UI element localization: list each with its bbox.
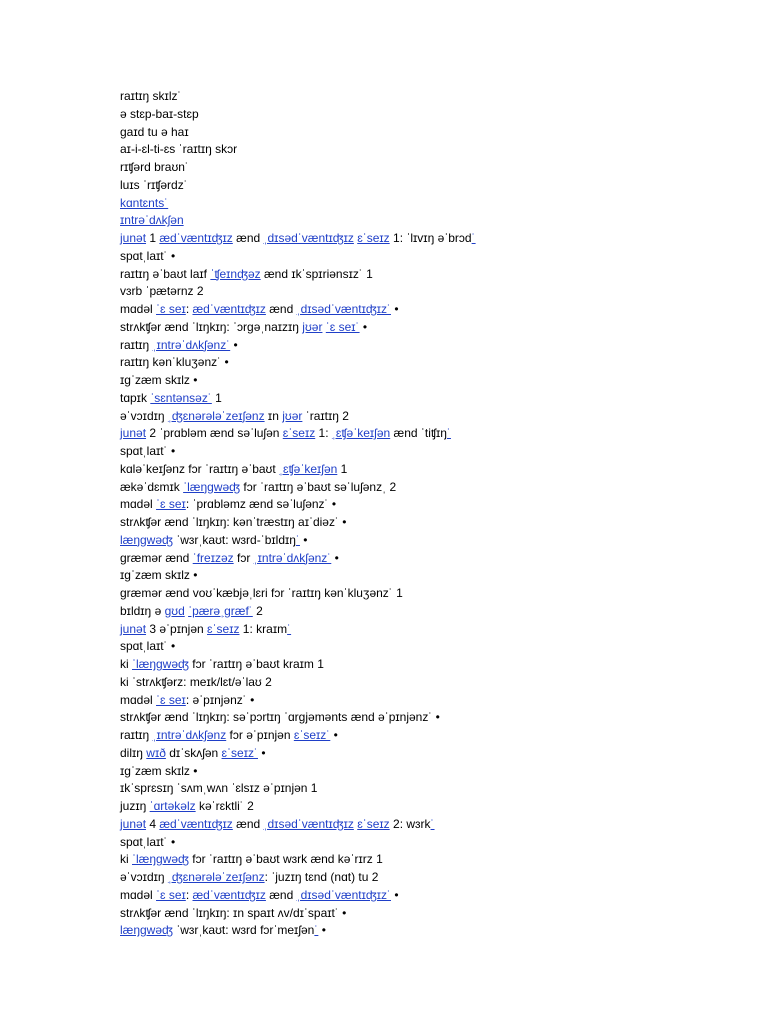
link[interactable]: junət xyxy=(120,426,147,441)
text-segment: kɑləˈkeɪʃənz fɔr ˈraɪtɪŋ əˈbaʊt xyxy=(120,461,280,476)
text-line xyxy=(120,141,720,159)
text-segment: aɪ-i-ɛl-ti-ɛs ˈraɪtɪŋ skɔr xyxy=(120,142,238,157)
text-segment: 1 xyxy=(211,390,222,405)
text-segment: 2: wɜrk xyxy=(389,816,431,831)
text-segment: ə stɛp-baɪ-stɛp xyxy=(120,106,199,121)
link[interactable]: ɛˈseɪz˙ xyxy=(221,745,258,760)
text-segment: mɑdəl xyxy=(120,692,157,707)
text-segment: græmər ænd xyxy=(120,550,193,565)
text-segment: əˈvɔɪdɪŋ xyxy=(120,870,168,884)
text-line xyxy=(120,283,720,301)
text-line xyxy=(120,88,720,106)
link[interactable]: ˈɛ seɪ xyxy=(156,887,186,902)
link[interactable]: læŋgwəʤ xyxy=(120,532,173,547)
text-segment: ɪgˈzæm skɪlz • xyxy=(120,568,198,583)
text-segment: raɪtɪŋ xyxy=(120,728,153,742)
text-segment: ænd xyxy=(232,816,264,831)
text-line xyxy=(120,834,720,852)
text-line xyxy=(120,727,720,745)
text-segment: mɑdəl xyxy=(120,302,157,316)
text-line xyxy=(120,496,720,514)
link[interactable]: ˌʤɛnərələˈzeɪʃənz xyxy=(167,408,265,423)
text-segment: dilɪŋ xyxy=(120,745,147,760)
text-segment: ɪgˈzæm skɪlz • xyxy=(120,763,198,778)
text-segment: spɑtˌlaɪt˙ • xyxy=(120,248,176,263)
text-segment: strʌkʧər ænd ˈlɪŋkɪŋ: səˈpɔrtɪŋ ˈɑrgjəmənts ænd əˈpɪnjənz˙ • xyxy=(120,710,440,725)
text-line xyxy=(120,745,720,763)
text-segment: • xyxy=(391,302,399,316)
text-segment: • xyxy=(331,550,339,565)
link[interactable]: junət xyxy=(120,816,147,831)
link[interactable]: ˙ xyxy=(446,426,451,441)
link[interactable]: ædˈvæntɪʤɪz xyxy=(192,887,266,902)
text-segment: strʌkʧər ænd ˈlɪŋkɪŋ: ˈɔrgəˌnaɪzɪŋ xyxy=(120,319,303,334)
text-line xyxy=(120,851,720,869)
text-line xyxy=(120,159,720,177)
link[interactable]: ˈpærəˌgræf˙ xyxy=(188,603,253,618)
text-segment: spɑtˌlaɪt˙ • xyxy=(120,444,176,458)
link[interactable]: ˌɛʧəˈkeɪʃən xyxy=(331,426,391,441)
text-segment: : xyxy=(185,302,193,316)
link[interactable]: junət xyxy=(120,231,147,245)
text-segment: ˈraɪtɪŋ 2 xyxy=(302,408,349,423)
link[interactable]: læŋgwəʤ xyxy=(120,923,173,938)
text-segment: • xyxy=(318,923,326,938)
link[interactable]: ˙ xyxy=(430,816,435,831)
text-line xyxy=(120,532,720,550)
text-segment: strʌkʧər ænd ˈlɪŋkɪŋ: ɪn spaɪt ʌv/dɪˈspaɪt˙ • xyxy=(120,905,347,920)
text-line xyxy=(120,816,720,834)
text-line xyxy=(120,177,720,195)
text-line xyxy=(120,372,720,390)
text-line xyxy=(120,461,720,479)
text-segment: : ˈprɑbləmz ænd səˈluʃənz˙ • xyxy=(185,497,337,512)
text-segment: mɑdəl xyxy=(120,497,157,512)
text-segment: ænd xyxy=(265,887,297,902)
text-line xyxy=(120,869,720,887)
link[interactable]: ɛˈseɪz xyxy=(282,426,316,441)
text-line xyxy=(120,266,720,284)
text-line xyxy=(120,443,720,461)
text-segment: 2 ˈprɑbləm ænd səˈluʃən xyxy=(146,426,283,441)
text-segment: • xyxy=(359,319,368,334)
text-segment: bɪldɪŋ ə xyxy=(120,603,165,618)
text-segment: raɪtɪŋ əˈbaʊt laɪf xyxy=(120,266,211,281)
link[interactable]: ˙ xyxy=(287,621,292,636)
text-segment: raɪtɪŋ kənˈkluʒənz˙ • xyxy=(120,355,229,370)
text-segment: gaɪd tu ə haɪ xyxy=(120,124,189,139)
text-line xyxy=(120,124,720,142)
text-segment: tɑpɪk xyxy=(120,390,151,405)
link[interactable]: jʊər xyxy=(302,319,323,334)
text-segment: • xyxy=(330,728,338,742)
text-line xyxy=(120,390,720,408)
text-segment: juzɪŋ xyxy=(120,799,150,813)
text-line xyxy=(120,656,720,674)
link[interactable]: ˈɑrtəkəlz xyxy=(149,799,196,813)
text-line xyxy=(120,780,720,798)
text-line xyxy=(120,408,720,426)
link[interactable]: ˈlæŋgwəʤ xyxy=(132,657,189,671)
link[interactable]: ædˈvæntɪʤɪz xyxy=(159,231,233,245)
text-segment: ɪgˈzæm skɪlz • xyxy=(120,373,198,387)
text-segment: • xyxy=(299,532,308,547)
text-segment: fɔr xyxy=(233,550,254,565)
link[interactable]: ˙ xyxy=(295,532,300,547)
text-line xyxy=(120,603,720,621)
link[interactable]: ˌɪntrəˈdʌkʃənz˙ xyxy=(152,337,231,352)
link[interactable]: ˙ xyxy=(314,923,319,938)
text-segment: fɔr əˈpɪnjən xyxy=(226,728,294,742)
link[interactable]: ˈɛ seɪ xyxy=(156,692,186,707)
text-segment: ˈwɜrˌkaʊt: wɜrd fɔrˈmeɪʃən xyxy=(172,923,315,938)
text-line xyxy=(120,621,720,639)
text-line xyxy=(120,301,720,319)
link[interactable]: ˈlæŋgwəʤ xyxy=(132,852,189,867)
text-segment: : xyxy=(185,887,193,902)
text-segment: ki ˈstrʌkʧərz: meɪk/lɛt/əˈlaʊ 2 xyxy=(120,674,272,689)
link[interactable]: ˌdɪsədˈvæntɪʤɪz˙ xyxy=(296,302,391,316)
text-segment: raɪtɪŋ skɪlz˙ xyxy=(120,89,182,103)
text-segment: ænd ˈtiʧɪŋ xyxy=(390,426,447,441)
text-segment: 1: xyxy=(315,426,332,441)
link[interactable]: ˌɪntrəˈdʌkʃənz˙ xyxy=(253,550,332,565)
text-segment: 2 xyxy=(252,603,263,618)
link[interactable]: ˈɛ seɪ˙ xyxy=(325,319,360,334)
link[interactable]: ˈɛ seɪ xyxy=(156,302,186,316)
text-segment: vɜrb ˈpætərnz 2 xyxy=(120,284,204,299)
text-line xyxy=(120,106,720,124)
text-line xyxy=(120,514,720,532)
link[interactable]: ˈlæŋgwəʤ xyxy=(183,479,241,494)
text-segment: kəˈrɛktli˙ 2 xyxy=(195,799,254,813)
link[interactable]: ˌɛʧəˈkeɪʃən xyxy=(279,461,338,476)
link[interactable]: ˙ xyxy=(471,231,476,245)
text-line xyxy=(120,585,720,603)
text-line xyxy=(120,337,720,355)
text-line xyxy=(120,319,720,337)
text-segment: ˈwɜrˌkaʊt: wɜrd-ˈbɪldɪŋ xyxy=(172,532,296,547)
link[interactable]: ɛˈseɪz˙ xyxy=(293,728,331,742)
text-segment: 1 xyxy=(146,231,160,245)
text-segment: • xyxy=(391,887,399,902)
text-segment: 4 xyxy=(146,816,160,831)
link[interactable]: ˌdɪsədˈvæntɪʤɪz xyxy=(263,816,354,831)
link[interactable]: wɪð xyxy=(146,745,166,760)
text-line xyxy=(120,212,720,230)
text-segment: raɪtɪŋ xyxy=(120,337,153,352)
link[interactable]: ˌdɪsədˈvæntɪʤɪz xyxy=(263,231,354,245)
text-segment: ki xyxy=(120,852,132,867)
link[interactable]: gʊd xyxy=(164,603,185,618)
text-segment: mɑdəl xyxy=(120,887,157,902)
link[interactable]: ædˈvæntɪʤɪz xyxy=(159,816,233,831)
text-line xyxy=(120,798,720,816)
text-segment: græmər ænd voʊˈkæbjəˌlɛri fɔr ˈraɪtɪŋ kənˈkluʒənz˙ 1 xyxy=(120,586,403,600)
text-line xyxy=(120,674,720,692)
text-segment: fɔr ˈraɪtɪŋ əˈbaʊt wɜrk ænd kəˈrɪrz 1 xyxy=(188,852,383,867)
link[interactable]: ɛˈseɪz xyxy=(357,231,390,245)
link[interactable]: ˌʤɛnərələˈzeɪʃənz xyxy=(167,870,265,884)
link[interactable]: ˈsɛntənsəz˙ xyxy=(150,390,212,405)
text-segment: : ˈjuzɪŋ tɛnd (nɑt) tu 2 xyxy=(264,870,379,884)
text-segment: ænd ɪkˈspɪriənsɪz˙ 1 xyxy=(260,266,373,281)
text-line xyxy=(120,248,720,266)
link[interactable]: ɛˈseɪz xyxy=(207,621,240,636)
text-line xyxy=(120,425,720,443)
text-segment: fɔr ˈraɪtɪŋ əˈbaʊt kraɪm 1 xyxy=(188,657,324,671)
text-line xyxy=(120,638,720,656)
text-line xyxy=(120,905,720,923)
link[interactable]: ɛˈseɪz xyxy=(357,816,390,831)
link[interactable]: ɪntrəˈdʌkʃən xyxy=(120,213,184,228)
text-line xyxy=(120,887,720,905)
text-line xyxy=(120,354,720,372)
text-line xyxy=(120,567,720,585)
link[interactable]: ædˈvæntɪʤɪz xyxy=(192,302,266,316)
text-segment: ɪn xyxy=(264,408,283,423)
text-line xyxy=(120,195,720,213)
contents-text xyxy=(120,88,720,940)
text-segment: spɑtˌlaɪt˙ • xyxy=(120,639,176,654)
text-segment: : əˈpɪnjənz˙ • xyxy=(185,692,255,707)
text-segment: rɪʧərd braʊn˙ xyxy=(120,160,189,174)
link[interactable]: ˈfreɪzəz xyxy=(192,550,234,565)
text-segment: spɑtˌlaɪt˙ • xyxy=(120,834,176,849)
text-segment: əˈvɔɪdɪŋ xyxy=(120,408,168,423)
text-line xyxy=(120,230,720,248)
link[interactable]: jʊər xyxy=(282,408,303,423)
link[interactable]: ˈʧeɪnʤəz xyxy=(210,266,261,281)
text-segment: 1: kraɪm xyxy=(239,621,288,636)
text-segment: ki xyxy=(120,657,132,671)
link[interactable]: ˌɪntrəˈdʌkʃənz xyxy=(152,728,227,742)
link[interactable]: junət xyxy=(120,621,147,636)
text-segment: fɔr ˈraɪtɪŋ əˈbaʊt səˈluʃənzˌ 2 xyxy=(240,479,397,494)
text-segment: dɪˈskʌʃən xyxy=(165,745,222,760)
text-segment: strʌkʧər ænd ˈlɪŋkɪŋ: kənˈtræstɪŋ aɪˈdiəz˙ • xyxy=(120,515,347,529)
text-line xyxy=(120,709,720,727)
text-segment: • xyxy=(258,745,266,760)
text-segment: 3 əˈpɪnjən xyxy=(146,621,208,636)
text-segment: luɪs ˈrɪʧərdz˙ xyxy=(120,177,188,192)
text-segment: ɪkˈsprɛsɪŋ ˈsʌmˌwʌn ˈɛlsɪz əˈpɪnjən 1 xyxy=(120,781,318,796)
text-segment: • xyxy=(230,337,238,352)
text-line xyxy=(120,692,720,710)
text-line xyxy=(120,922,720,940)
text-line xyxy=(120,479,720,497)
text-segment: ænd xyxy=(232,231,264,245)
link[interactable]: ˌdɪsədˈvæntɪʤɪz˙ xyxy=(296,887,391,902)
link[interactable]: kɑntɛnts˙ xyxy=(120,195,169,210)
text-segment: ækəˈdɛmɪk xyxy=(120,479,184,494)
text-segment: ænd xyxy=(265,302,297,316)
text-line xyxy=(120,763,720,781)
text-line xyxy=(120,550,720,568)
text-segment: 1 xyxy=(337,461,348,476)
text-segment: 1: ˈlɪvɪŋ əˈbrɔd xyxy=(389,231,472,245)
link[interactable]: ˈɛ seɪ xyxy=(156,497,186,512)
